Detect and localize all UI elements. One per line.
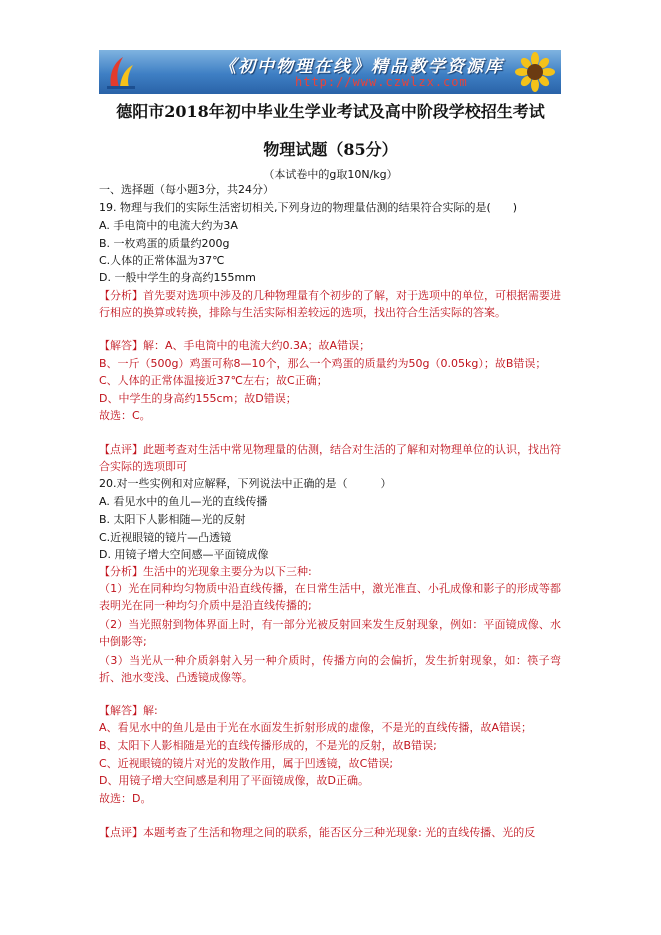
- banner-url: http://www.czwlzx.com: [295, 75, 468, 89]
- q19-option-d: D. 一般中学生的身高约155mm: [99, 271, 256, 284]
- q19-comment: 【点评】此题考查对生活中常见物理量的估测，结合对生活的了解和对物理单位的认识，找出符合实际的选项即可: [99, 443, 561, 473]
- q20-answer-line: A、看见水中的鱼儿是由于光在水面发生折射形成的虚像，不是光的直线传播，故A错误；: [99, 721, 533, 734]
- q19-answer-line: D、中学生的身高约155cm；故D错误；: [99, 392, 297, 405]
- banner-title: 《初中物理在线》精品教学资源库: [219, 57, 504, 77]
- q19-analysis: 【分析】首先要对选项中涉及的几种物理量有个初步的了解，对于选项中的单位，可根据需要进行相应的换算或转换，排除与生活实际相差较远的选项，找出符合生活实际的答案。: [99, 289, 561, 319]
- q19-option-b: B. 一枚鸡蛋的质量约200g: [99, 237, 230, 250]
- question-19-stem: 19. 物理与我们的实际生活密切相关,下列身边的物理量估测的结果符合实际的是( ): [99, 201, 518, 214]
- q20-analysis-item: （2）当光照射到物体界面上时，有一部分光被反射回来发生反射现象，例如：平面镜成像、水中倒影等;: [99, 618, 561, 648]
- q20-analysis-heading: 【分析】生活中的光现象主要分为以下三种:: [99, 565, 312, 578]
- question-20-stem: 20.对一些实例和对应解释，下列说法中正确的是（ ）: [99, 477, 392, 490]
- sunflower-icon: [515, 52, 555, 92]
- q20-analysis-item: （1）光在同种均匀物质中沿直线传播，在日常生活中，激光准直、小孔成像和影子的形成等都表明光在同一种均匀介质中是沿直线传播的;: [99, 582, 561, 612]
- q19-result: 故选：C。: [99, 409, 151, 422]
- q20-option-a: A. 看见水中的鱼儿—光的直线传播: [99, 495, 268, 508]
- q20-option-b: B. 太阳下人影相随—光的反射: [99, 513, 246, 526]
- q20-answer-line: C、近视眼镜的镜片对光的发散作用，属于凹透镜，故C错误;: [99, 757, 394, 770]
- q19-answer-line: 【解答】解：A、手电筒中的电流大约0.3A；故A错误；: [99, 339, 371, 352]
- header-banner: [99, 50, 561, 94]
- document-subtitle: 物理试题（85分）: [263, 140, 398, 159]
- site-logo-icon: [103, 53, 139, 91]
- q20-answer-line: D、用镜子增大空间感是利用了平面镜成像，故D正确。: [99, 774, 369, 787]
- q20-result: 故选：D。: [99, 792, 152, 805]
- q20-comment: 【点评】本题考查了生活和物理之间的联系，能否区分三种光现象: 光的直线传播、光的反: [99, 826, 536, 839]
- q19-answer-line: C、人体的正常体温接近37℃左右；故C正确；: [99, 374, 328, 387]
- q20-answer-line: B、太阳下人影相随是光的直线传播形成的，不是光的反射，故B错误;: [99, 739, 437, 752]
- q20-option-d: D. 用镜子增大空间感—平面镜成像: [99, 548, 269, 561]
- section-heading: 一、选择题（每小题3分，共24分）: [99, 183, 274, 196]
- q20-option-c: C.近视眼镜的镜片—凸透镜: [99, 531, 232, 544]
- q20-answer-heading: 【解答】解:: [99, 704, 158, 717]
- q19-answer-line: B、一斤（500g）鸡蛋可称8—10个，那么一个鸡蛋的质量约为50g（0.05kg）；故B错误；: [99, 357, 547, 370]
- q19-option-c: C.人体的正常体温为37℃: [99, 254, 225, 267]
- q20-analysis-item: （3）当光从一种介质斜射入另一种介质时，传播方向的会偏折，发生折射现象，如：筷子弯折、池水变浅、凸透镜成像等。: [99, 654, 561, 684]
- q19-option-a: A. 手电筒中的电流大约为3A: [99, 219, 238, 232]
- document-title: 德阳市2018年初中毕业生学业考试及高中阶段学校招生考试: [116, 102, 545, 121]
- exam-note: （本试卷中的g取10N/kg）: [263, 168, 398, 181]
